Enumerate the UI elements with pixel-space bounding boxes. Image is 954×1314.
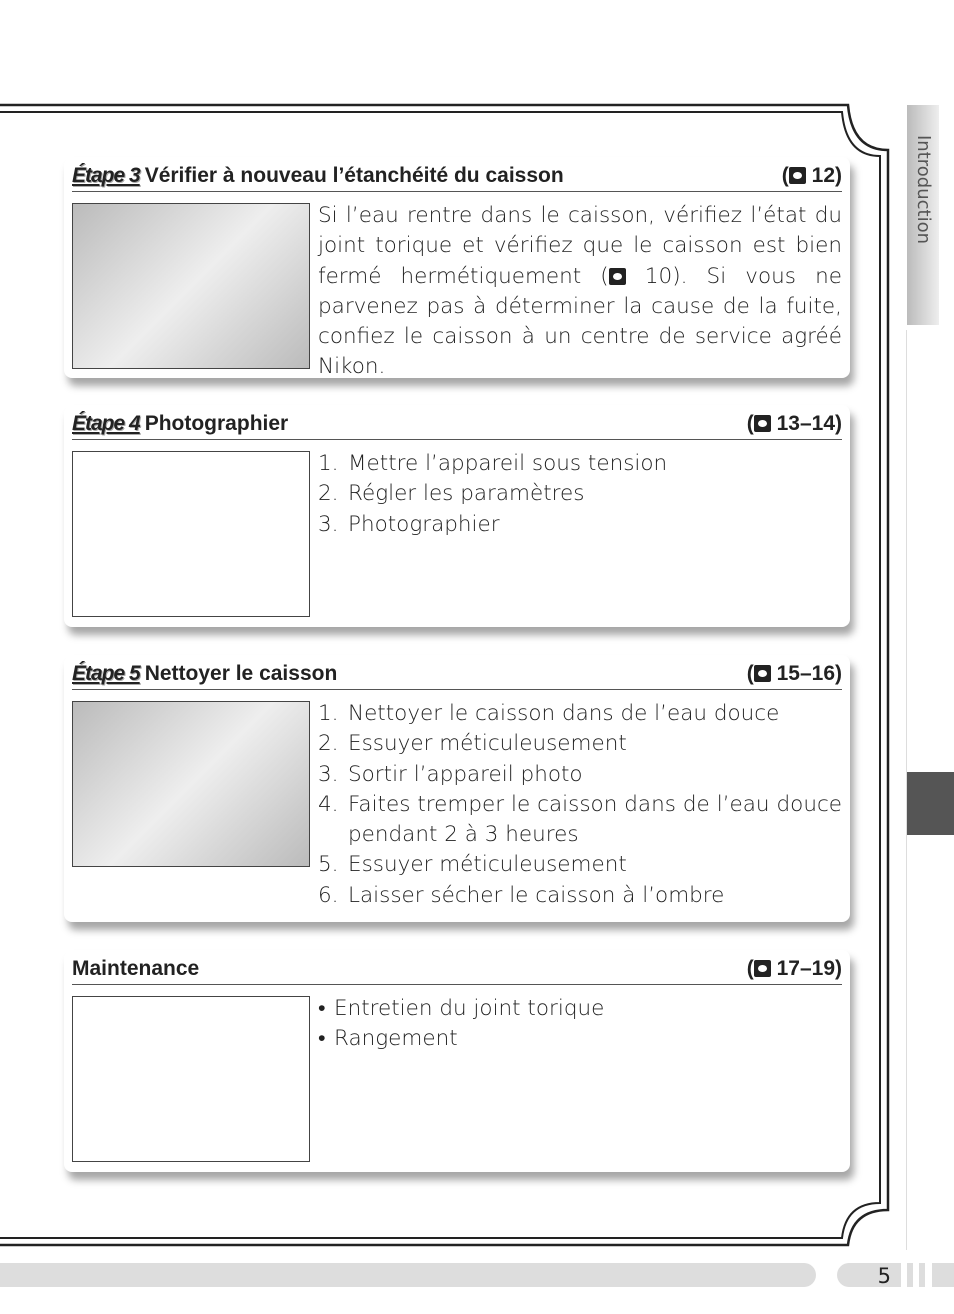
step-label: Étape 4 xyxy=(72,412,140,435)
list-item: 5. Essuyer méticuleusement xyxy=(318,852,627,878)
o-ring-illustration xyxy=(72,996,310,1162)
step-5-card xyxy=(64,655,850,922)
maintenance-card xyxy=(64,950,850,1172)
chapter-marker xyxy=(907,772,954,835)
step-heading xyxy=(72,409,842,440)
shooting-illustration xyxy=(72,451,310,617)
step-heading xyxy=(72,161,842,192)
section-tab xyxy=(907,105,939,325)
eye-icon xyxy=(789,167,806,184)
list-item: • Entretien du joint torique xyxy=(318,996,605,1021)
page-ref: ( 12) xyxy=(781,164,842,187)
step-3-card xyxy=(64,157,850,378)
step-title: Photographier xyxy=(144,412,289,435)
footer-bar xyxy=(0,1263,816,1287)
step-label: Étape 5 xyxy=(72,662,140,685)
section-title: Maintenance xyxy=(72,957,200,980)
footer-stripe xyxy=(919,1263,925,1287)
footer-stripe xyxy=(932,1263,954,1287)
step-title: Vérifier à nouveau l’étanchéité du caisson xyxy=(144,164,564,187)
list-item: 6. Laisser sécher le caisson à l’ombre xyxy=(318,882,725,908)
step-label: Étape 3 xyxy=(72,164,140,187)
list-item: 1. Nettoyer le caisson dans de l’eau douce xyxy=(318,701,780,726)
section-heading xyxy=(72,954,842,985)
page-ref: ( 15–16) xyxy=(746,662,842,685)
list-item: 3. Sortir l’appareil photo xyxy=(318,761,583,787)
footer-stripe xyxy=(907,1263,913,1287)
page-ref: ( 13–14) xyxy=(746,412,842,435)
list-item: • Rangement xyxy=(318,1026,458,1052)
eye-icon xyxy=(754,960,771,977)
list-item: 4. Faites tremper le caisson dans de l’eau douce pendant 2 à 3 heures xyxy=(318,791,842,848)
list-item: 3. Photographier xyxy=(318,511,500,537)
section-tab-label: Introduction xyxy=(913,135,934,245)
list-item: 1. Mettre l’appareil sous tension xyxy=(318,451,668,476)
eye-icon xyxy=(609,268,626,285)
cleaning-illustration xyxy=(72,701,310,867)
list-item: 2. Régler les paramètres xyxy=(318,481,585,507)
page-number: 5 xyxy=(837,1263,901,1287)
page-ref: ( 17–19) xyxy=(746,957,842,980)
eye-icon xyxy=(754,415,771,432)
eye-icon xyxy=(754,665,771,682)
housing-check-illustration xyxy=(72,203,310,369)
steps-list xyxy=(318,699,842,911)
step-heading xyxy=(72,659,842,690)
step-title: Nettoyer le caisson xyxy=(144,662,338,685)
step-4-card xyxy=(64,405,850,627)
bullet-list xyxy=(318,994,842,1055)
steps-list xyxy=(318,449,842,540)
step-text: Si l’eau rentre dans le caisson, vérifiez l’état du joint torique et vérifiez que le caisson est bien fermé hermétiquement ( 10). Si vous ne parvenez pas à déterminer la cause de la fuite, confiez le caisson à un centre de service agréé Nikon. xyxy=(318,203,842,380)
list-item: 2. Essuyer méticuleusement xyxy=(318,731,627,757)
